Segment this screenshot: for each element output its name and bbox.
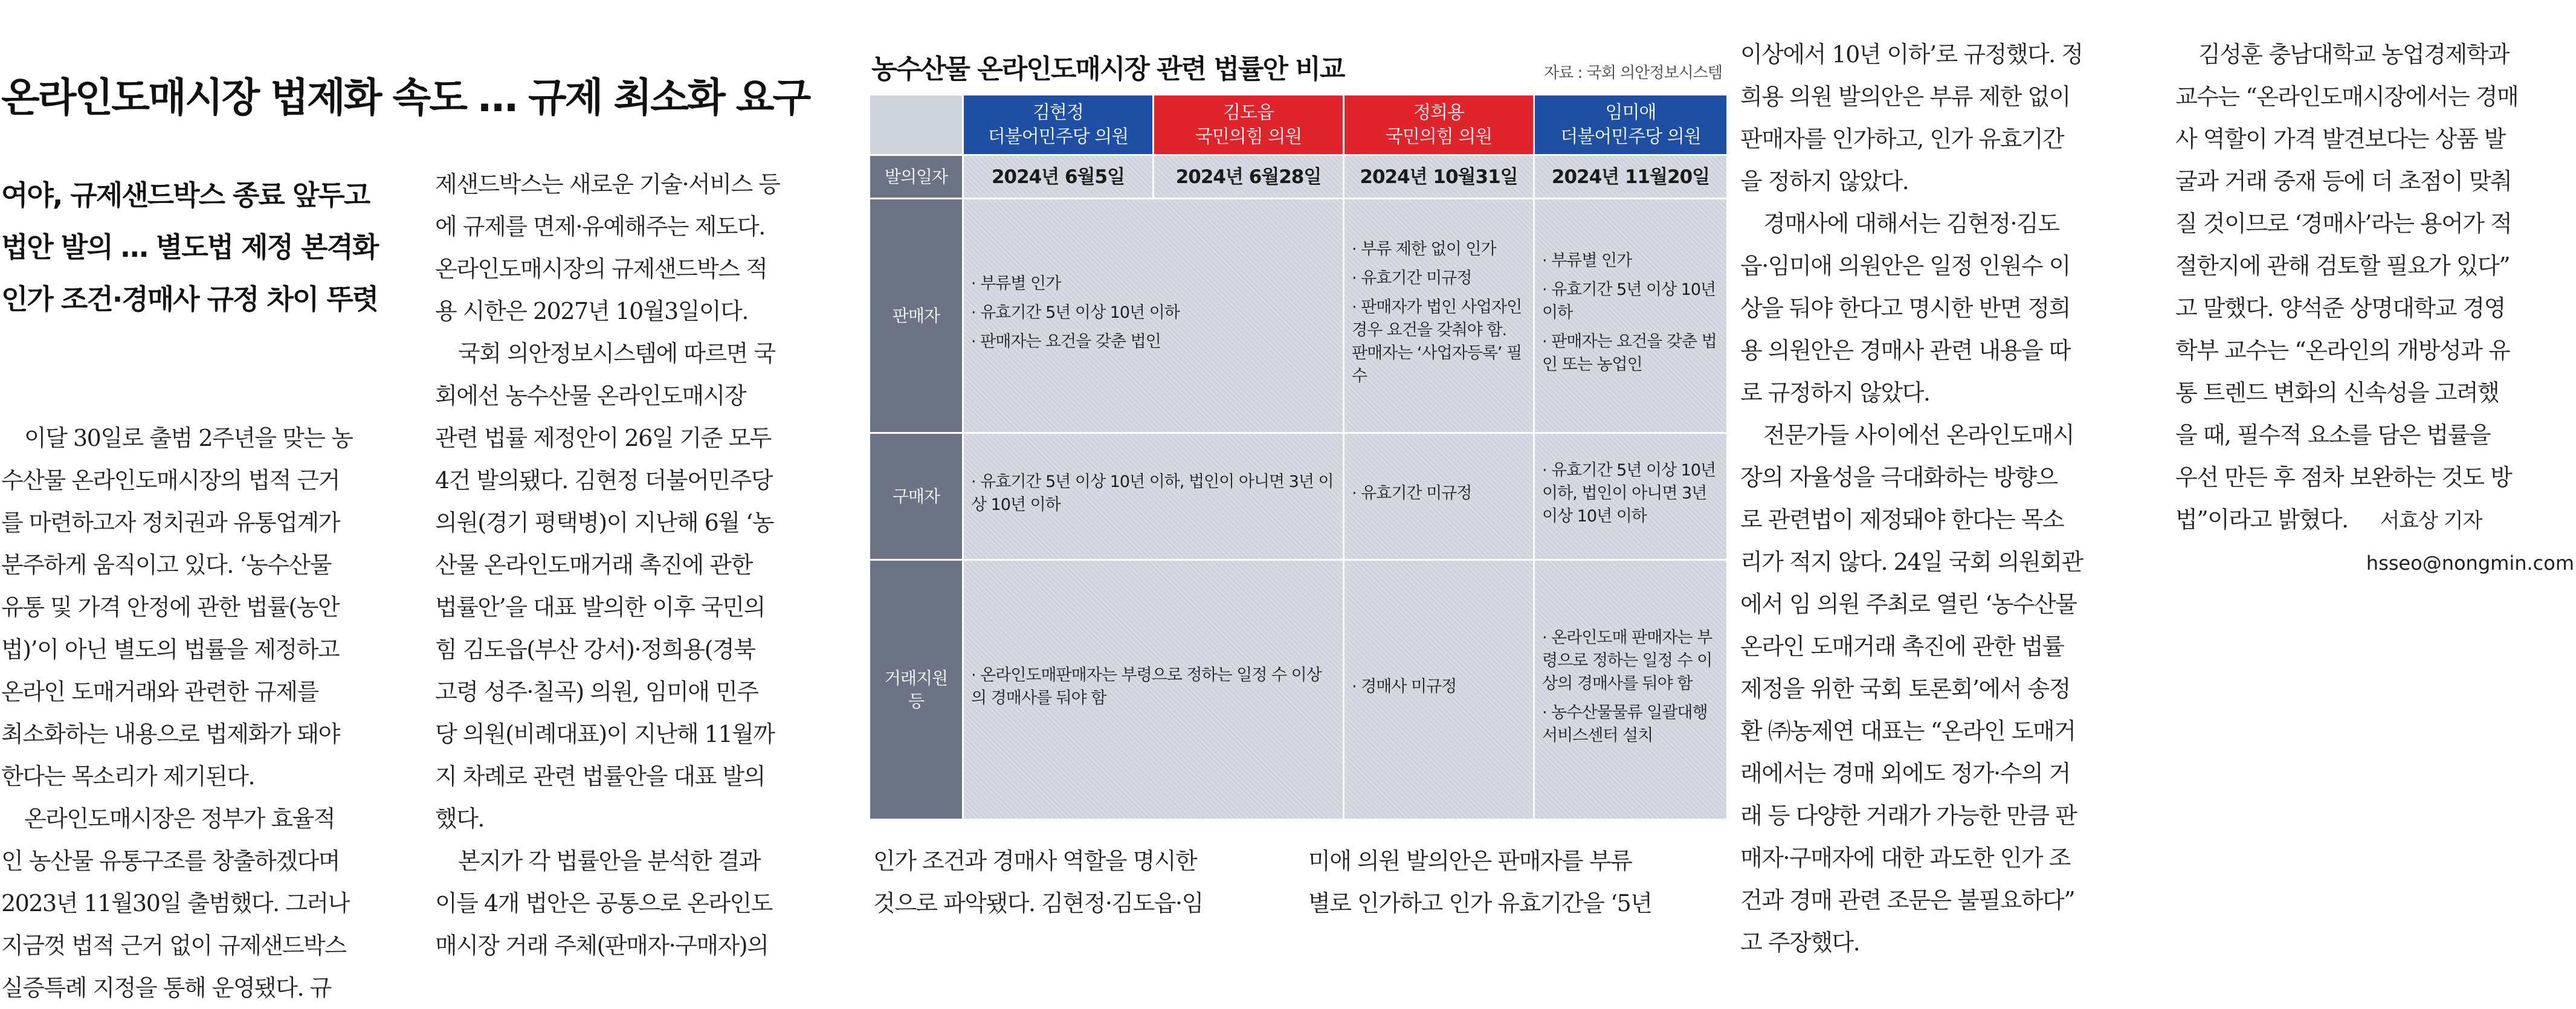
article-line: 용 의원안은 경매사 관련 내용을 따 [1740,337,2070,364]
article-line: 건과 경매 관련 조문은 불필요하다” [1740,887,2075,914]
article-line: 의원(경기 평택병)이 지난해 6월 ‘농 [435,509,773,536]
article-line: 경매사에 대해서는 김현정·김도 [1763,210,2059,237]
bullet-item: · 유효기간 5년 이상 10년 이하 [971,301,1335,324]
article-line: 것으로 파악됐다. 김현정·김도읍·임 [873,890,1203,917]
article-column-1 [1,417,406,1009]
member-name: 김현정 [1033,102,1083,123]
bullet-item: · 부류별 인가 [1542,250,1719,272]
article-line: 국회 의안정보시스템에 따르면 국 [458,340,775,367]
date-cell [1535,156,1728,199]
article-column-2 [435,163,840,967]
article-line: 절한지에 관해 검토할 필요가 있다” [2175,253,2510,279]
article-line: 온라인 도매거래와 관련한 규제를 [1,679,318,705]
bullet-item: · 경매사 미규정 [1352,675,1526,698]
article-line: 장의 자율성을 극대화하는 방향으 [1740,464,2058,491]
article-line: 수산물 온라인도매시장의 법적 근거 [1,467,340,494]
table-cell [1535,434,1728,561]
article-line: 학부 교수는 “온라인의 개방성과 유 [2175,337,2510,364]
date-cell [1154,156,1344,199]
article-column-5 [2175,33,2574,584]
bullet-item: · 농수산물물류 일괄대행 서비스센터 설치 [1542,701,1719,747]
article-line: 이달 30일로 출범 2주년을 맞는 농 [24,425,353,451]
article-line: 래 등 다양한 거래가 가능한 만큼 판 [1740,802,2077,829]
article-line: 본지가 각 법률안을 분석한 결과 [458,848,761,874]
article-line: 관련 법률 제정안이 26일 기준 모두 [435,425,771,451]
article-line: 힘 김도읍(부산 강서)·정희용(경북 [435,636,755,663]
article-line: 법률안’을 대표 발의한 이후 국민의 [435,594,765,621]
bullet-item: · 온라인도매판매자는 부령으로 정하는 일정 수 이상의 경매사를 둬야 함 [971,664,1335,710]
article-line: 유통 및 가격 안정에 관한 법률(농안 [1,594,340,621]
row-header: 거래지원 등 [870,561,964,820]
member-header [1344,95,1535,156]
subheadline-line: 인가 조건·경매사 규정 차이 뚜렷 [1,283,378,315]
article-line: 교수는 “온라인도매시장에서는 경매 [2175,83,2519,110]
member-header [1154,95,1344,156]
article-line: 별로 인가하고 인가 유효기간을 ‘5년 [1308,890,1652,917]
article-line: 온라인 도매거래 촉진에 관한 법률 [1740,633,2064,660]
article-line: 매자·구매자에 대한 과도한 인가 조 [1740,845,2070,871]
date-cell [1344,156,1535,199]
article-line: 이들 4개 법안은 공통으로 온라인도 [435,890,772,917]
article-line: 고 말했다. 양석준 상명대학교 경영 [2175,295,2505,321]
article-line: 미애 의원 발의안은 판매자를 부류 [1308,848,1632,874]
article-line: 온라인도매시장의 규제샌드박스 적 [435,256,767,282]
article-line [2175,498,2574,542]
date-text: 2024년 6월5일 [991,166,1125,188]
bullet-item: · 판매자는 요건을 갖춘 법인 [971,330,1335,353]
article-line: 온라인도매시장은 정부가 효율적 [24,805,335,832]
article-line: 우선 만든 후 점차 보완하는 것도 방 [2175,464,2512,491]
article-line: 회에선 농수산물 온라인도매시장 [435,382,746,409]
article-line: 매시장 거래 주체(판매자·구매자)의 [435,932,769,959]
headline: 온라인도매시장 법제화 속도 … 규제 최소화 요구 [1,74,810,121]
article-line: 법)’이 아닌 별도의 법률을 제정하고 [1,636,340,663]
table-cell [1344,434,1535,561]
article-line: 판매자를 인가하고, 인가 유효기간 [1740,126,2064,152]
article-line: 4건 발의됐다. 김현정 더불어민주당 [435,467,772,494]
bullet-item: · 유효기간 5년 이상 10년 이하 [1542,279,1719,324]
bullet-item: · 판매자가 법인 사업자인 경우 요건을 갖춰야 함. 판매자는 ‘사업자등록’ 필수 [1352,296,1526,388]
table-cell [964,199,1344,434]
bill-comparison-table [870,41,1728,820]
reporter-email: hsseo@nongmin.com [2366,552,2574,575]
bullet-item: · 유효기간 5년 이상 10년 이하, 법인이 아니면 3년 이상 10년 이하 [1542,459,1719,528]
article-line: 을 정하지 않았다. [1740,168,1909,195]
article-line: 을 때, 필수적 요소를 담은 법률을 [2175,422,2491,448]
subheadline-line: 법안 발의 … 별도법 제정 본격화 [1,231,378,263]
table-cell [964,434,1344,561]
article-line: 로 관련법이 제정돼야 한다는 목소 [1740,506,2064,533]
article-line: 환 ㈜농제연 대표는 “온라인 도매거 [1740,718,2076,744]
article-line: 김성훈 충남대학교 농업경제학과 [2198,41,2510,68]
row-header: 구매자 [870,434,964,561]
table-cell [1535,561,1728,820]
member-name: 김도읍 [1223,102,1274,123]
member-header [964,95,1154,156]
article-line: 인가 조건과 경매사 역할을 명시한 [873,848,1197,874]
bullet-item: · 유효기간 미규정 [1352,267,1526,290]
article-line: 지 차례로 관련 법률안을 대표 발의 [435,763,765,790]
article-line: 리가 적지 않다. 24일 국회 의원회관 [1740,549,2083,575]
article-line: 사 역할이 가격 발견보다는 상품 발 [2175,126,2505,152]
article-line: 질 것이므로 ‘경매사’라는 용어가 적 [2175,210,2512,237]
article-line: 고 주장했다. [1740,929,1860,956]
article-line: 전문가들 사이에선 온라인도매시 [1763,422,2074,448]
member-name: 임미애 [1605,102,1656,123]
date-text: 2024년 10월31일 [1360,166,1518,188]
article-line: 희용 의원 발의안은 부류 제한 없이 [1740,83,2070,110]
bullet-item: · 부류 제한 없이 인가 [1352,238,1526,261]
date-text: 2024년 11월20일 [1551,166,1710,188]
row-header: 발의일자 [870,156,964,199]
byline: 서효상 기자 [2380,509,2482,533]
article-line: 최소화하는 내용으로 법제화가 돼야 [1,721,340,747]
article-line: 제정을 위한 국회 토론회’에서 송정 [1740,675,2070,702]
table-title: 농수산물 온라인도매시장 관련 법률안 비교 [871,54,1344,85]
article-line: 분주하게 움직이고 있다. ‘농수산물 [1,552,331,578]
table-cell [1344,561,1535,820]
article-line: 고령 성주·칠곡) 의원, 임미애 민주 [435,679,758,705]
article-column-4 [1740,33,2133,964]
article-line: 2023년 11월30일 출범했다. 그러나 [1,890,349,917]
article-line: 래에서는 경매 외에도 정가·수의 거 [1740,760,2070,787]
article-line: 이상에서 10년 이하’로 규정했다. 정 [1740,41,2083,68]
article-line: 한다는 목소리가 제기된다. [1,763,255,790]
article-text: 법”이라고 밝혔다. [2175,506,2348,533]
article-line: 실증특례 지정을 통해 운영됐다. 규 [1,975,331,1001]
bullet-item: · 부류별 인가 [971,272,1335,295]
article-line: 로 규정하지 않았다. [1740,379,1930,406]
article-line: 읍·임미애 의원안은 일정 인원수 이 [1740,253,2070,279]
subheadline [1,169,412,325]
table-cell [964,561,1344,820]
member-name: 정희용 [1413,102,1464,123]
article-line: 에서 임 의원 주최로 열린 ‘농수산물 [1740,591,2077,617]
article-line: 지금껏 법적 근거 없이 규제샌드박스 [1,932,346,959]
article-line: 통 트렌드 변화의 신속성을 고려했 [2175,379,2499,406]
member-party: 국민의힘 의원 [1195,126,1302,147]
date-text: 2024년 6월28일 [1175,166,1322,188]
article-line: 산물 온라인도매거래 촉진에 관한 [435,552,752,578]
member-party: 더불어민주당 의원 [987,126,1129,147]
article-column-3a [873,840,1272,924]
member-party: 국민의힘 의원 [1385,126,1493,147]
date-cell [964,156,1154,199]
article-line: 상을 둬야 한다고 명시한 반면 정희 [1740,295,2070,321]
table-grid [870,95,1728,820]
member-header [1535,95,1728,156]
article-line: 굴과 거래 중재 등에 더 초점이 맞춰 [2175,168,2512,195]
bullet-item: · 유효기간 미규정 [1352,482,1526,505]
article-line: 제샌드박스는 새로운 기술·서비스 등 [435,171,780,198]
member-party: 더불어민주당 의원 [1560,126,1701,147]
bullet-item: · 판매자는 요건을 갖춘 법인 또는 농업인 [1542,330,1719,376]
bullet-item: · 온라인도매 판매자는 부령으로 정하는 일정 수 이상의 경매사를 둬야 함 [1542,627,1719,695]
bullet-item: · 유효기간 5년 이상 10년 이하, 법인이 아니면 3년 이상 10년 이하 [971,471,1335,517]
table-corner [870,95,964,156]
article-line: 인 농산물 유통구조를 창출하겠다며 [1,848,340,874]
article-line: 에 규제를 면제·유예해주는 제도다. [435,213,765,240]
subheadline-line: 여야, 규제샌드박스 종료 앞두고 [1,179,370,211]
article-line: 용 시한은 2027년 10월3일이다. [435,298,748,324]
article-line: 했다. [435,805,484,832]
table-source: 자료 : 국회 의안정보시스템 [1544,64,1722,82]
article-line: 당 의원(비례대표)이 지난해 11월까 [435,721,775,747]
article-line: 를 마련하고자 정치권과 유통업계가 [1,509,340,536]
table-cell [1535,199,1728,434]
table-cell [1344,199,1535,434]
row-header: 판매자 [870,199,964,434]
article-column-3b [1308,840,1719,924]
